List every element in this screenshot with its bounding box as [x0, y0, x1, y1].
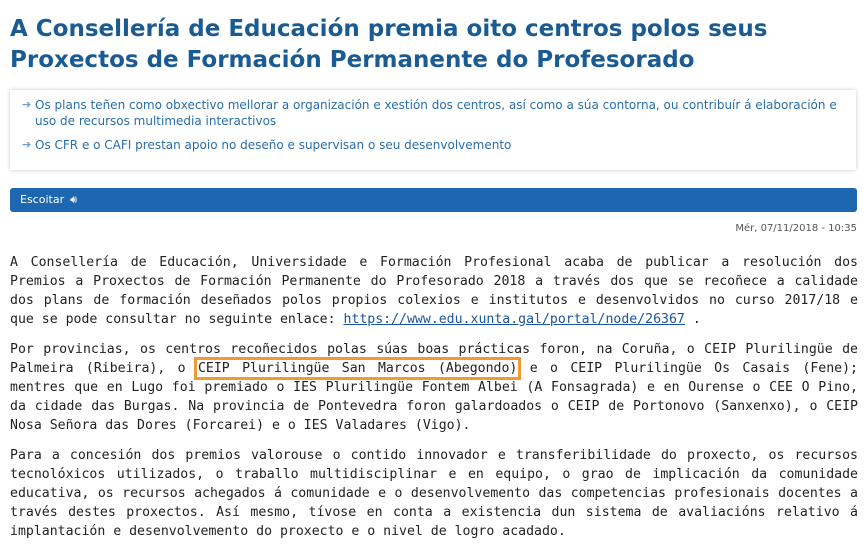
summary-item [22, 137, 844, 153]
publish-date: Mér, 07/11/2018 - 10:35 [735, 223, 857, 234]
paragraph [10, 340, 858, 435]
speaker-icon: 🔊︎ [70, 193, 78, 206]
highlighted-school: CEIP Plurilingüe San Marcos (Abegondo) [197, 361, 518, 376]
article-body [10, 253, 858, 552]
article-summary-box [10, 90, 856, 170]
resolution-link[interactable]: https://www.edu.xunta.gal/portal/node/26367 [343, 312, 685, 327]
summary-item [22, 97, 844, 129]
paragraph-text: Por provincias, os centros recoñecidos polas súas boas prácticas foron, na Coruña, o CEIP Plurilingüe de Palmeira (Ribeira), o [10, 342, 858, 376]
article-title: A Consellería de Educación premia oito centros polos seus Proxectos de Formación Permanente do Profesorado [10, 16, 768, 73]
summary-item-text: Os CFR e o CAFI prestan apoio no deseño e supervisan o seu desenvolvemento [35, 138, 512, 152]
paragraph-text: e o CEIP Plurilingüe Os Casais (Fene); mentres que en Lugo foi premiado o IES Plurilingüe Fontem Albei (A Fonsagrada) e en Ourense o CEE O Pino, da cidade das Burgas. Na provincia de Pontevedra foron galardoados o CEIP de Portonovo (Sanxenxo), o CEIP Nosa Señora das Dores (Forcarei) e o IES Valadares (Vigo). [10, 361, 859, 433]
listen-toolbar [10, 188, 857, 212]
summary-item-text: Os plans teñen como obxectivo mellorar a organización e xestión dos centros, así como a súa contorna, ou contribuír á elaboración e uso de recursos multimedia interactivos [35, 98, 837, 128]
paragraph-end: . [684, 312, 701, 327]
listen-label: Escoitar [20, 193, 65, 206]
paragraph [10, 253, 858, 329]
arrow-right-icon: ➔ [22, 98, 32, 111]
listen-button[interactable] [20, 188, 77, 212]
arrow-right-icon: ➔ [22, 138, 32, 151]
paragraph: Para a concesión dos premios valorouse o contido innovador e transferibilidade do proxecto, os recursos tecnolóxicos utilizados, o traballo multidisciplinar e en equipo, o grao de implicación da comunidade educativa, os recursos achegados á comunidade e o desenvolvemento das competencias profesionais docentes a través destes proxectos. Así mesmo, tívose en conta a existencia dun sistema de avaliacións relativo á implantación e desenvolvemento do proxecto e o nivel de logro acadado. [10, 448, 858, 539]
paragraph-text: A Consellería de Educación, Universidade e Formación Profesional acaba de publicar a resolución dos Premios a Proxectos de Formación Permanente do Profesorado 2018 a través dos que se recoñece a calidade dos plans de formación deseñados polos propios colexios e institutos e desenvolvidos no curso 2017/18 e que se pode consultar no seguinte enlace: [10, 255, 858, 327]
